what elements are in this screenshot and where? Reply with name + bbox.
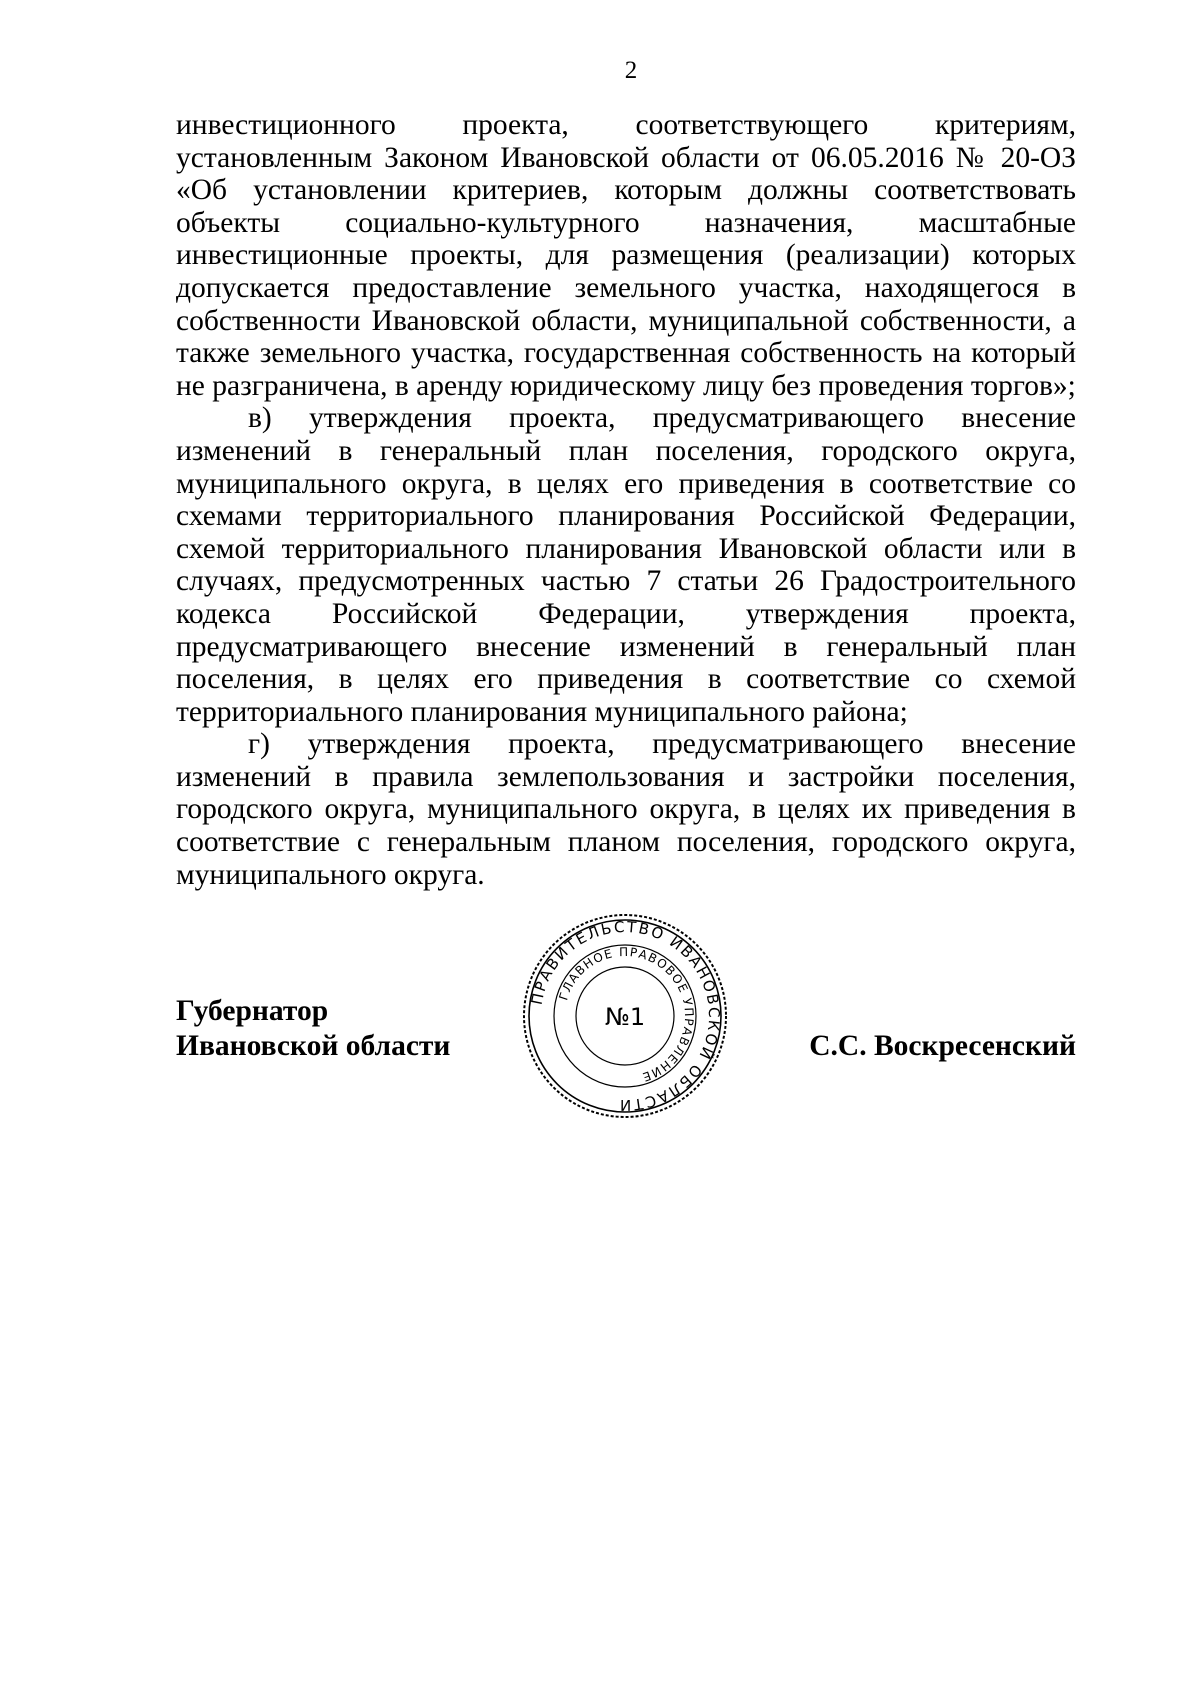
page-number: 2: [624, 57, 638, 84]
paragraph-continuation: инвестиционного проекта, соответствующего критериям, установленным Законом Ивановской области от 06.05.2016 № 20-ОЗ «Об установлении критериев, которым должны соответствовать объекты социально-культурного назначения, масштабные инвестиционные проекты, для размещения (реализации) которых допускается предоставление земельного участка, находящегося в собственности Ивановской области, муниципальной собственности, а также земельного участка, государственная собственность на который не разграничена, в аренду юридическому лицу без проведения торгов»;: [176, 109, 1076, 402]
signatory-position: [176, 994, 450, 1064]
signatory-name: С.С. Воскресенский: [809, 1030, 1076, 1062]
document-body: [176, 109, 1076, 891]
signatory-position-line1: Губернатор: [176, 995, 329, 1027]
official-stamp: [520, 911, 730, 1121]
paragraph-item-g: г) утверждения проекта, предусматривающего внесение изменений в правила землепользования и застройки поселения, городского округа, муниципального округа, в целях их приведения в соответствие с генеральным планом поселения, городского округа, муниципального округа.: [176, 728, 1076, 891]
signatory-position-line2: Ивановской области: [176, 1030, 451, 1062]
stamp-number: №1: [604, 1003, 646, 1031]
stamp-inner-text: ГЛАВНОЕ ПРАВОВОЕ УПРАВЛЕНИЕ: [556, 944, 697, 1085]
paragraph-item-v: в) утверждения проекта, предусматривающего внесение изменений в генеральный план поселения, городского округа, муниципального округа, в целях его приведения в соответствие со схемами территориального планирования Российской Федерации, схемой территориального планирования Ивановской области или в случаях, предусмотренных частью 7 статьи 26 Градостроительного кодекса Российской Федерации, утверждения проекта, предусматривающего внесение изменений в генеральный план поселения, в целях его приведения в соответствие со схемой территориального планирования муниципального района;: [176, 402, 1076, 728]
stamp-outer-text: ПРАВИТЕЛЬСТВО ИВАНОВСКОЙ ОБЛАСТИ: [527, 917, 724, 1115]
stamp-seal: [520, 911, 730, 1121]
